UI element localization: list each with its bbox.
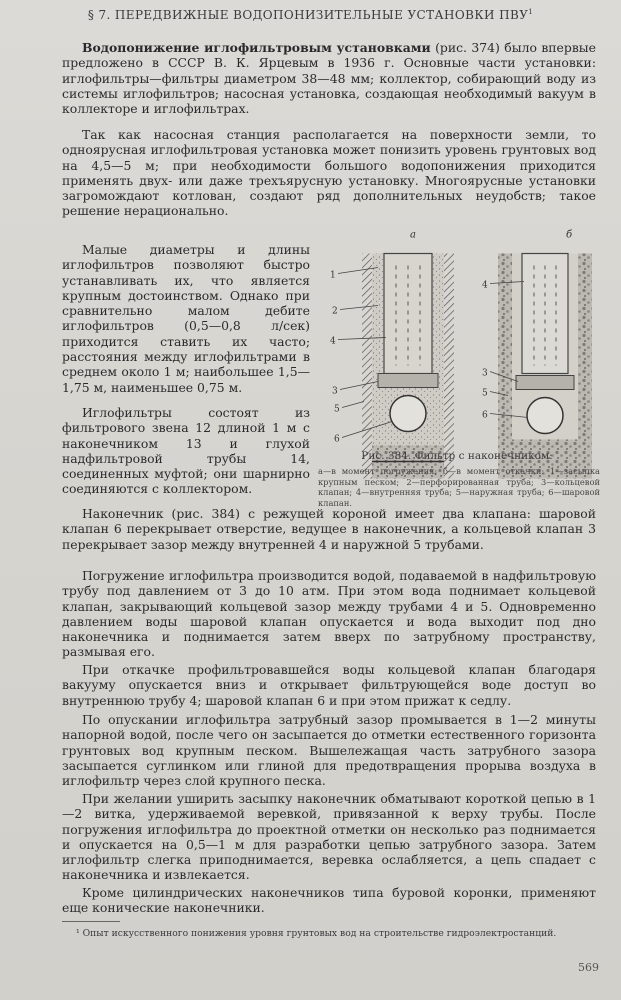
paragraph-4: Иглофильтры состоят из фильтрового звена 12 длиной 1 м с наконечником 13 и глухой надфильтровой трубы 14, соединенных муфтой; они шарнирно соединяются с коллектором.	[62, 405, 310, 497]
ring-valve-a	[378, 374, 438, 388]
fig-b-num-4: 4	[482, 280, 488, 291]
paragraph-8: По опускании иглофильтра затрубный зазор промывается в 1—2 минуты напорной водой, после чего он засыпается до отметки естественного горизонта грунтовых вод крупным песком. Вышележащая часть затрубного зазора засыпается суглинком или глиной для предотвращения прорыва воздуха в иглофильтр через слой крупного песка.	[62, 712, 596, 789]
paragraph-1-body: (рис. 374) было впервые предложено в СССР В. К. Ярцевым в 1936 г. Основные части установки: иглофильтры—фильтры диаметром 38—48 мм; коллектор, собирающий воду из системы иглофильтров; насосная установка, создающая необходимый вакуум в коллекторе и иглофильтрах.	[62, 40, 596, 117]
footnote-mark: 1	[528, 8, 534, 16]
figure-caption-text: а—в момент погружения; б—в момент откачки: 1—засыпка крупным песком; 2—перфорированная труба; 3—кольцевой клапан; 4—внутренняя труба; 5—наружная труба; 6—шаровой клапан.	[318, 466, 600, 508]
ball-valve-a	[390, 396, 426, 432]
fig-a-num-5: 5	[334, 404, 340, 415]
paragraph-1	[62, 40, 596, 116]
paragraph-9: При желании уширить засыпку наконечник обматывают короткой цепью в 1—2 витка, удерживаемой веревкой, привязанной к верху трубы. После погружения иглофильтра до проектной отметки он несколько раз поднимается и опускается на 0,5—1 м для разработки цепью затрубного зазора. Затем иглофильтр слегка приподнимается, веревка ослабляется, а цепь спадает с наконечника и извлекается.	[62, 791, 596, 883]
page-number: 569	[578, 961, 599, 974]
outer-wall-left-a	[362, 254, 372, 479]
fig-a-num-2: 2	[332, 306, 338, 317]
figure-caption-title: Рис. 384. Фильтр с наконечником:	[361, 450, 553, 462]
filter-panel-b	[498, 254, 592, 479]
figure-label-b: б	[566, 229, 573, 241]
paragraph-10: Кроме цилиндрических наконечников типа буровой коронки, применяют еще конические наконечники.	[62, 885, 596, 916]
fig-b-num-3: 3	[482, 368, 488, 379]
paragraph-3: Малые диаметры и длины иглофильтров позволяют быстро устанавливать их, что является крупным достоинством. Однако при сравнительно малом дебите иглофильтров (0,5—0,8 л/сек) приходится ставить их часто; расстояния между иглофильтрами в среднем около 1 м; наибольшее 1,5—1,75 м, наименьшее 0,75 м.	[62, 242, 310, 395]
footnote: ¹ Опыт искусственного понижения уровня грунтовых вод на строительстве гидроэлектростанций.	[76, 928, 557, 939]
heading-text: § 7. ПЕРЕДВИЖНЫЕ ВОДОПОНИЗИТЕЛЬНЫЕ УСТАНОВКИ ПВУ	[87, 8, 529, 22]
gravel-right-b	[578, 254, 592, 479]
ball-valve-b	[527, 398, 563, 434]
fig-a-num-3: 3	[332, 386, 338, 397]
filter-panel-a	[362, 254, 454, 479]
footnote-divider	[62, 921, 120, 922]
paragraph-7: При откачке профильтровавшейся воды кольцевой клапан благодаря вакууму опускается вниз и открывает фильтрующейся воде доступ во внутреннюю трубу 4; шаровой клапан 6 и при этом прижат к седлу.	[62, 662, 596, 708]
fig-a-num-4: 4	[330, 336, 336, 347]
section-heading	[0, 8, 621, 22]
fig-b-num-5: 5	[482, 388, 488, 399]
paragraph-5: Наконечник (рис. 384) с режущей короной имеет два клапана: шаровой клапан 6 перекрывает отверстие, ведущее в наконечник, а кольцевой клапан 3 перекрывает зазор между внутренней 4 и наружной 5 трубами.	[62, 506, 596, 552]
fig-b-num-6: 6	[482, 410, 488, 421]
paragraph-6: Погружение иглофильтра производится водой, подаваемой в надфильтровую трубу под давлением от 3 до 10 атм. При этом вода поднимает кольцевой клапан, закрывающий кольцевой зазор между трубами 4 и 5. Одновременно давлением воды шаровой клапан опускается и вода выходит под дно наконечника и поднимается затем вверх по затрубному пространству, размывая его.	[62, 568, 596, 660]
fig-a-num-6: 6	[334, 434, 340, 445]
ring-valve-b	[516, 376, 574, 390]
outer-wall-right-a	[444, 254, 454, 479]
gravel-left-b	[498, 254, 512, 479]
figure-label-a: а	[410, 229, 416, 241]
fig-a-num-1: 1	[330, 270, 336, 281]
paragraph-2: Так как насосная станция располагается на поверхности земли, то одноярусная иглофильтровая установка может понизить уровень грунтовых вод на 4,5—5 м; при необходимости большого водопонижения приходится применять двух- или даже трехъярусную установку. Многоярусные установки загромождают котлован, создают ряд дополнительных неудобств; такое решение нерационально.	[62, 127, 596, 219]
paragraph-1-lead: Водопонижение иглофильтровым установками	[82, 40, 431, 55]
